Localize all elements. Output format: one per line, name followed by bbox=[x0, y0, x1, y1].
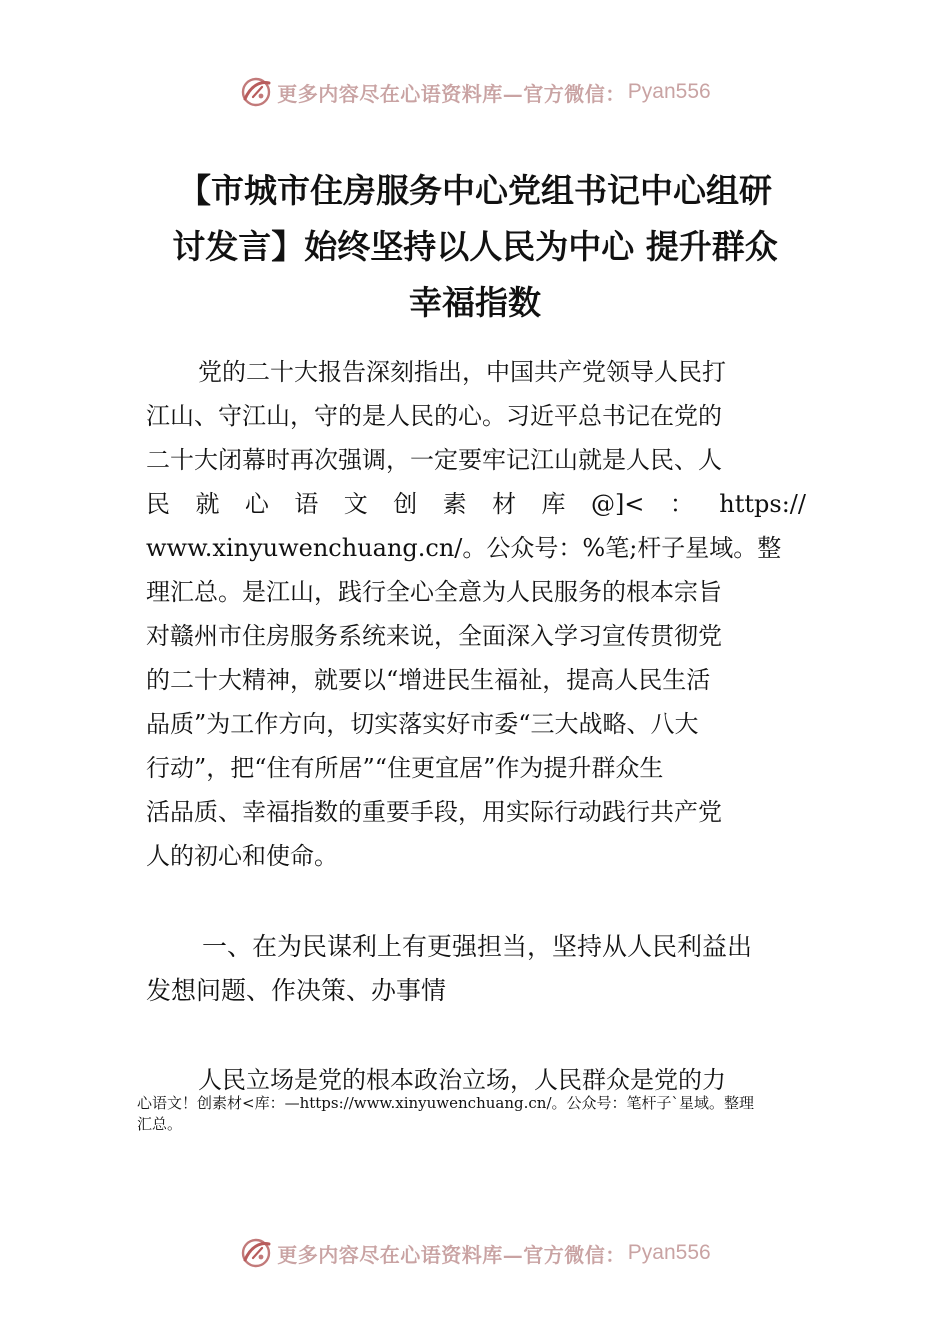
spread-token-link[interactable]: https:// bbox=[719, 490, 806, 518]
title-line-3: 幸福指数 bbox=[409, 283, 541, 322]
spread-token: 文 bbox=[343, 490, 368, 518]
header-banner-text: 更多内容尽在心语资料库—官方微信： bbox=[277, 81, 626, 106]
footnote-line: 心语文！创素材<库：—https://www.xinyuwenchuang.cn/。公众号：笔杆子`星域。整理 bbox=[137, 1094, 754, 1112]
paragraph-1-line: 党的二十大报告深刻指出，中国共产党领导人民打 bbox=[198, 358, 726, 386]
title-line-2: 讨发言】始终坚持以人民为中心 提升群众 bbox=[172, 227, 778, 266]
footer-banner-wechat-id: Pyan556 bbox=[627, 1241, 711, 1264]
paragraph-1-line: 理汇总。是江山，践行全心全意为人民服务的根本宗旨 bbox=[146, 578, 722, 606]
spread-token: 心 bbox=[244, 490, 269, 518]
paragraph-1-line: 人的初心和使命。 bbox=[146, 842, 338, 870]
header-banner-wechat-id: Pyan556 bbox=[627, 80, 711, 103]
paragraph-1-line: 二十大闭幕时再次强调，一定要牢记江山就是人民、人 bbox=[146, 446, 722, 474]
title-line-1: 【市城市住房服务中心党组书记中心组研 bbox=[178, 171, 772, 210]
paragraph-1-line: 江山、守江山，守的是人民的心。习近平总书记在党的 bbox=[146, 402, 722, 430]
header-watermark-banner[interactable] bbox=[0, 72, 950, 112]
spread-token: 素 bbox=[442, 490, 467, 518]
document-title bbox=[130, 163, 820, 331]
spread-token: 民 bbox=[146, 490, 170, 518]
spread-token: 语 bbox=[294, 490, 319, 518]
paragraph-2-line: 人民立场是党的根本政治立场，人民群众是党的力 bbox=[198, 1066, 726, 1094]
paragraph-1 bbox=[146, 350, 806, 878]
circular-seal-logo-icon bbox=[239, 1236, 273, 1270]
paragraph-1-line: 行动”，把“住有所居”“住更宜居”作为提升群众生 bbox=[146, 754, 664, 782]
spread-token: ： bbox=[669, 490, 694, 518]
spread-token: @]< bbox=[590, 490, 645, 518]
paragraph-1-line-spread bbox=[146, 482, 806, 526]
paragraph-1-line: 的二十大精神，就要以“增进民生福祉，提高人民生活 bbox=[146, 666, 711, 694]
footnote-line: 汇总。 bbox=[137, 1115, 183, 1133]
circular-seal-logo-icon bbox=[239, 75, 273, 109]
section-heading-line: 一、在为民谋利上有更强担当，坚持从人民利益出 bbox=[202, 932, 753, 961]
page-footnote bbox=[137, 1093, 827, 1135]
spread-token: 库 bbox=[541, 490, 566, 518]
section-heading-1 bbox=[146, 925, 806, 1013]
spread-token: 就 bbox=[195, 490, 220, 518]
paragraph-1-line: 对赣州市住房服务系统来说，全面深入学习宣传贯彻党 bbox=[146, 622, 722, 650]
paragraph-1-line: www.xinyuwenchuang.cn/。公众号：%笔;杆子星域。整 bbox=[146, 534, 782, 562]
paragraph-1-line: 品质”为工作方向，切实落实好市委“三大战略、八大 bbox=[146, 710, 699, 738]
footer-banner-text: 更多内容尽在心语资料库—官方微信： bbox=[277, 1242, 626, 1267]
spread-token: 材 bbox=[492, 490, 517, 518]
section-heading-line: 发想问题、作决策、办事情 bbox=[146, 976, 447, 1005]
spread-token: 创 bbox=[393, 490, 418, 518]
paragraph-1-line: 活品质、幸福指数的重要手段，用实际行动践行共产党 bbox=[146, 798, 722, 826]
footer-watermark-banner[interactable] bbox=[0, 1233, 950, 1273]
